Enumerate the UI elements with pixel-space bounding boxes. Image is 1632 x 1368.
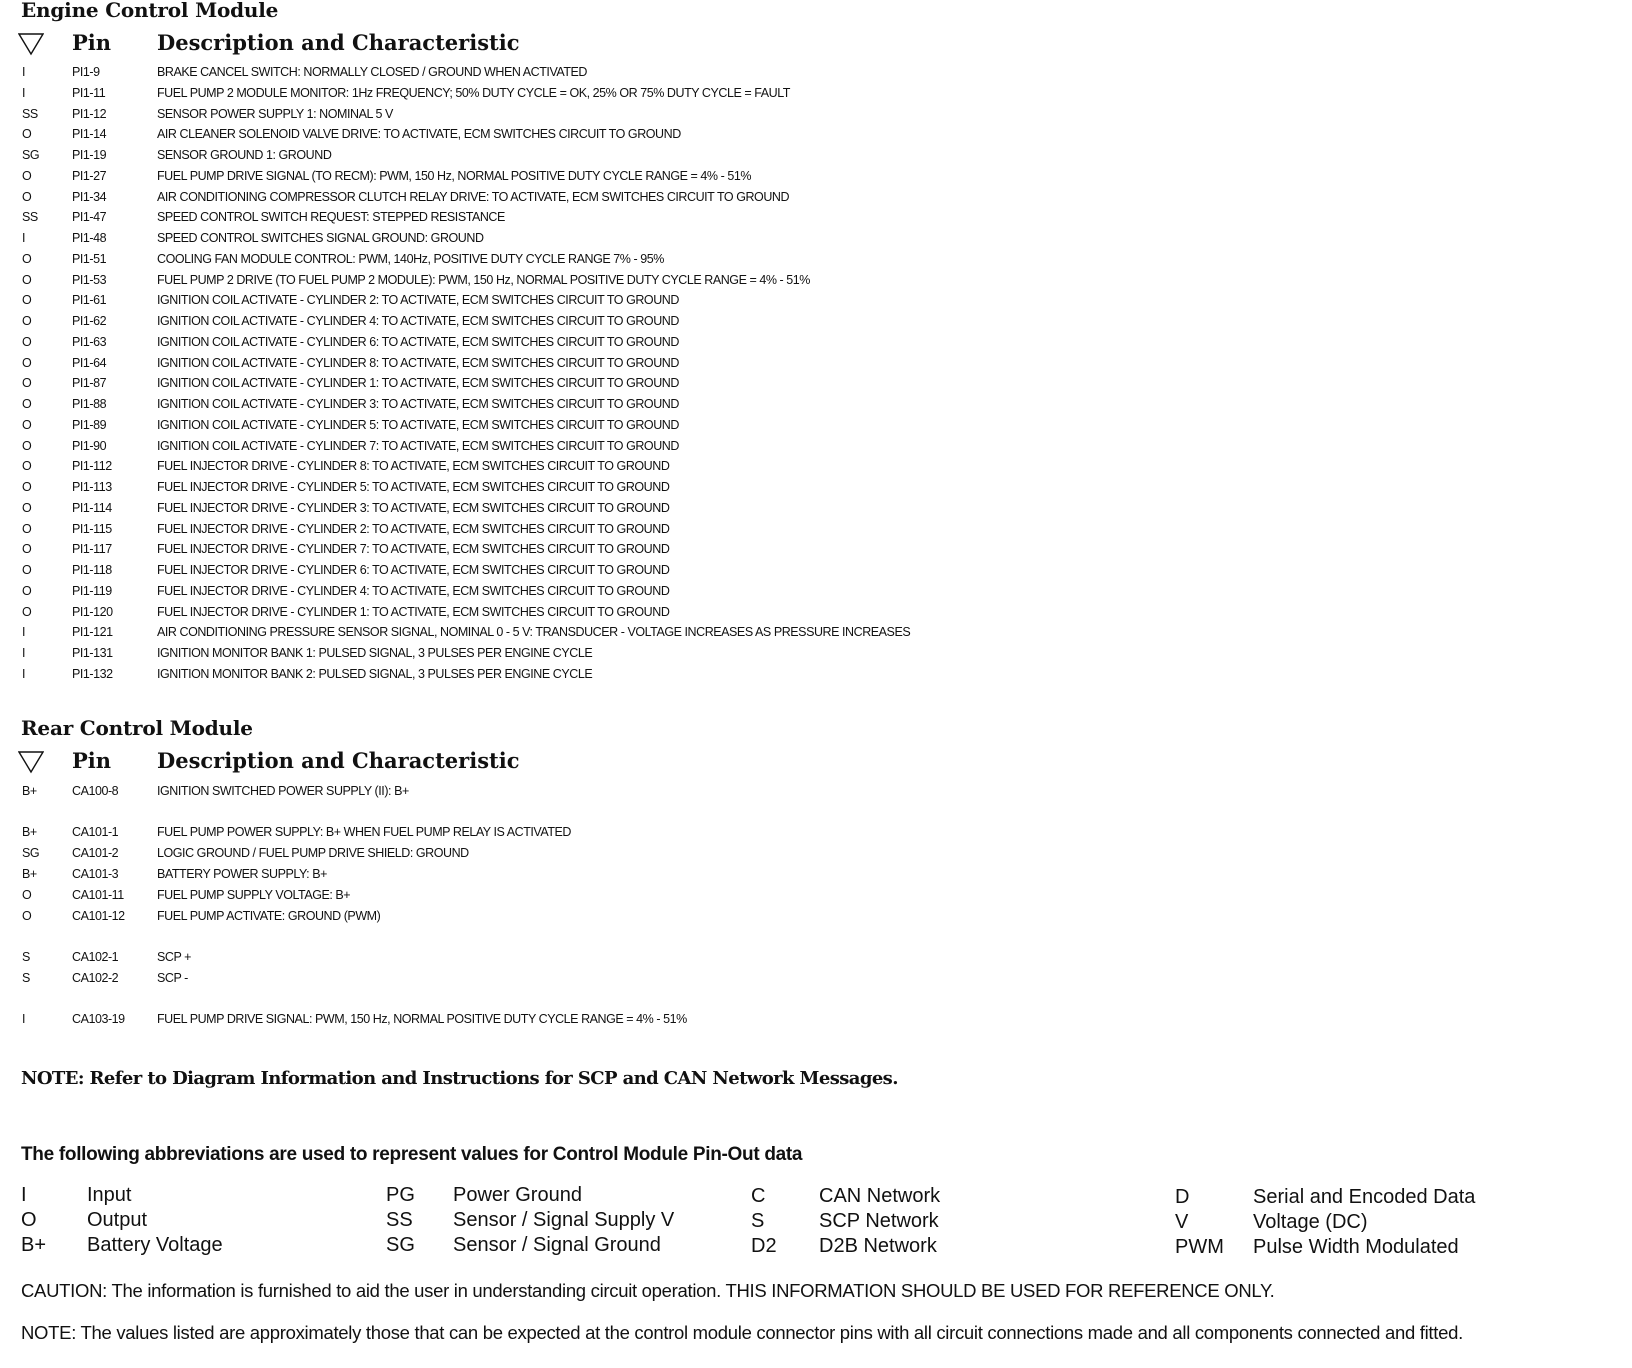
table-row bbox=[0, 519, 1632, 539]
pin-id: PI1-63 bbox=[72, 335, 107, 349]
pin-description: FUEL INJECTOR DRIVE - CYLINDER 7: TO ACTIVATE, ECM SWITCHES CIRCUIT TO GROUND bbox=[157, 542, 670, 556]
abbreviation-meaning: D2B Network bbox=[819, 1235, 937, 1257]
values-note: NOTE: The values listed are approximately those that can be expected at the control module connector pins with all circuit connections made and all components connected and fitted. bbox=[21, 1322, 1463, 1343]
table-row bbox=[0, 968, 1632, 988]
pin-type: I bbox=[22, 231, 26, 245]
pin-description: FUEL INJECTOR DRIVE - CYLINDER 1: TO ACTIVATE, ECM SWITCHES CIRCUIT TO GROUND bbox=[157, 605, 670, 619]
table-row bbox=[0, 864, 1632, 884]
table-row bbox=[0, 539, 1632, 559]
abbreviation-code: D2 bbox=[751, 1235, 777, 1257]
pin-description: IGNITION SWITCHED POWER SUPPLY (II): B+ bbox=[157, 784, 409, 798]
pin-description: FUEL INJECTOR DRIVE - CYLINDER 4: TO ACTIVATE, ECM SWITCHES CIRCUIT TO GROUND bbox=[157, 584, 670, 598]
abbreviation-code: PWM bbox=[1175, 1236, 1224, 1258]
pin-id: PI1-115 bbox=[72, 522, 112, 536]
table-row bbox=[0, 207, 1632, 227]
pin-description: AIR CLEANER SOLENOID VALVE DRIVE: TO ACTIVATE, ECM SWITCHES CIRCUIT TO GROUND bbox=[157, 127, 681, 141]
pin-type: O bbox=[22, 888, 32, 902]
pin-type: O bbox=[22, 563, 32, 577]
pin-type: O bbox=[22, 584, 32, 598]
table-row bbox=[0, 885, 1632, 905]
pin-id: CA101-3 bbox=[72, 867, 119, 881]
pin-id: PI1-113 bbox=[72, 480, 112, 494]
abbreviation-code: B+ bbox=[21, 1234, 47, 1256]
table-row bbox=[0, 83, 1632, 103]
pin-description: AIR CONDITIONING COMPRESSOR CLUTCH RELAY DRIVE: TO ACTIVATE, ECM SWITCHES CIRCUIT TO GROUND bbox=[157, 190, 790, 204]
pin-description: IGNITION COIL ACTIVATE - CYLINDER 5: TO ACTIVATE, ECM SWITCHES CIRCUIT TO GROUND bbox=[157, 418, 679, 432]
pin-column-header: Pin bbox=[72, 30, 112, 55]
table-row bbox=[0, 643, 1632, 663]
pin-id: PI1-121 bbox=[72, 625, 113, 639]
pin-description: SENSOR GROUND 1: GROUND bbox=[157, 148, 332, 162]
pin-id: PI1-118 bbox=[72, 563, 112, 577]
pin-description: SPEED CONTROL SWITCH REQUEST: STEPPED RESISTANCE bbox=[157, 210, 505, 224]
pin-id: PI1-12 bbox=[72, 107, 107, 121]
pin-id: PI1-9 bbox=[72, 65, 100, 79]
pin-id: PI1-131 bbox=[72, 646, 113, 660]
pin-type: O bbox=[22, 314, 32, 328]
pin-type: O bbox=[22, 356, 32, 370]
pin-type: B+ bbox=[22, 867, 37, 881]
pin-description: FUEL INJECTOR DRIVE - CYLINDER 8: TO ACTIVATE, ECM SWITCHES CIRCUIT TO GROUND bbox=[157, 459, 670, 473]
pin-type: O bbox=[22, 501, 32, 515]
triangle-icon bbox=[18, 750, 44, 774]
table-row bbox=[0, 249, 1632, 269]
pin-type: O bbox=[22, 273, 32, 287]
table-row bbox=[0, 145, 1632, 165]
pin-column-header: Pin bbox=[72, 748, 112, 773]
pin-description: IGNITION COIL ACTIVATE - CYLINDER 8: TO ACTIVATE, ECM SWITCHES CIRCUIT TO GROUND bbox=[157, 356, 679, 370]
abbreviation-meaning: Battery Voltage bbox=[87, 1234, 223, 1256]
table-row bbox=[0, 843, 1632, 863]
table-row bbox=[0, 166, 1632, 186]
pin-description: SCP - bbox=[157, 971, 188, 985]
triangle-icon bbox=[18, 32, 44, 56]
rear-module-title: Rear Control Module bbox=[21, 716, 253, 740]
table-row bbox=[0, 664, 1632, 684]
pin-description: FUEL PUMP 2 MODULE MONITOR: 1Hz FREQUENCY; 50% DUTY CYCLE = OK, 25% OR 75% DUTY CYCLE = FAULT bbox=[157, 86, 790, 100]
table-row bbox=[0, 498, 1632, 518]
abbreviation-code: PG bbox=[386, 1184, 415, 1206]
table-row bbox=[0, 311, 1632, 331]
pin-type: O bbox=[22, 418, 32, 432]
pin-type: S bbox=[22, 971, 30, 985]
pin-id: PI1-117 bbox=[72, 542, 112, 556]
description-column-header: Description and Characteristic bbox=[157, 30, 520, 55]
pin-type: I bbox=[22, 625, 26, 639]
pin-description: IGNITION COIL ACTIVATE - CYLINDER 3: TO ACTIVATE, ECM SWITCHES CIRCUIT TO GROUND bbox=[157, 397, 679, 411]
table-row bbox=[0, 270, 1632, 290]
abbreviation-meaning: Serial and Encoded Data bbox=[1253, 1186, 1476, 1208]
pin-type: O bbox=[22, 190, 32, 204]
table-row bbox=[0, 228, 1632, 248]
pin-description: FUEL PUMP POWER SUPPLY: B+ WHEN FUEL PUMP RELAY IS ACTIVATED bbox=[157, 825, 571, 839]
abbreviation-code: S bbox=[751, 1210, 765, 1232]
pin-id: PI1-119 bbox=[72, 584, 112, 598]
table-row bbox=[0, 62, 1632, 82]
pin-type: SG bbox=[22, 148, 40, 162]
pin-description: FUEL PUMP ACTIVATE: GROUND (PWM) bbox=[157, 909, 381, 923]
table-row bbox=[0, 104, 1632, 124]
pin-id: PI1-47 bbox=[72, 210, 107, 224]
pin-type: O bbox=[22, 542, 32, 556]
pin-type: SG bbox=[22, 846, 40, 860]
pin-description: FUEL PUMP DRIVE SIGNAL: PWM, 150 Hz, NORMAL POSITIVE DUTY CYCLE RANGE = 4% - 51% bbox=[157, 1012, 687, 1026]
pin-id: CA101-12 bbox=[72, 909, 125, 923]
abbreviation-meaning: Sensor / Signal Supply V bbox=[453, 1209, 675, 1231]
abbreviation-meaning: Voltage (DC) bbox=[1253, 1211, 1368, 1233]
pin-description: IGNITION MONITOR BANK 1: PULSED SIGNAL, 3 PULSES PER ENGINE CYCLE bbox=[157, 646, 593, 660]
pin-description: SCP + bbox=[157, 950, 191, 964]
pin-description: BATTERY POWER SUPPLY: B+ bbox=[157, 867, 327, 881]
pin-type: O bbox=[22, 522, 32, 536]
pin-description: IGNITION COIL ACTIVATE - CYLINDER 6: TO ACTIVATE, ECM SWITCHES CIRCUIT TO GROUND bbox=[157, 335, 679, 349]
table-row bbox=[0, 602, 1632, 622]
pin-description: IGNITION MONITOR BANK 2: PULSED SIGNAL, 3 PULSES PER ENGINE CYCLE bbox=[157, 667, 593, 681]
pin-id: PI1-14 bbox=[72, 127, 107, 141]
pin-type: SS bbox=[22, 107, 38, 121]
pin-type: O bbox=[22, 376, 32, 390]
table-row bbox=[0, 415, 1632, 435]
description-column-header: Description and Characteristic bbox=[157, 748, 520, 773]
abbreviations-intro: The following abbreviations are used to represent values for Control Module Pin-Out data bbox=[21, 1144, 803, 1165]
engine-table-header bbox=[18, 30, 718, 60]
table-row bbox=[0, 560, 1632, 580]
pin-description: AIR CONDITIONING PRESSURE SENSOR SIGNAL, NOMINAL 0 - 5 V: TRANSDUCER - VOLTAGE INCREASES AS PRESSURE INCREASES bbox=[157, 625, 911, 639]
abbreviation-meaning: Pulse Width Modulated bbox=[1253, 1236, 1459, 1258]
table-row bbox=[0, 353, 1632, 373]
table-row bbox=[0, 373, 1632, 393]
pin-id: PI1-62 bbox=[72, 314, 107, 328]
table-row bbox=[0, 290, 1632, 310]
pin-type: O bbox=[22, 127, 32, 141]
pin-type: O bbox=[22, 909, 32, 923]
table-row bbox=[0, 781, 1632, 801]
abbreviation-meaning: Power Ground bbox=[453, 1184, 582, 1206]
abbreviation-code: I bbox=[21, 1184, 27, 1206]
pin-type: B+ bbox=[22, 825, 37, 839]
table-row bbox=[0, 477, 1632, 497]
pin-id: CA103-19 bbox=[72, 1012, 125, 1026]
table-row bbox=[0, 124, 1632, 144]
abbreviation-code: V bbox=[1175, 1211, 1189, 1233]
pin-type: O bbox=[22, 252, 32, 266]
abbreviation-meaning: SCP Network bbox=[819, 1210, 939, 1232]
pin-id: PI1-27 bbox=[72, 169, 107, 183]
rear-table-header bbox=[18, 748, 718, 778]
pin-id: CA101-11 bbox=[72, 888, 124, 902]
network-note: NOTE: Refer to Diagram Information and Instructions for SCP and CAN Network Messages. bbox=[21, 1068, 898, 1089]
pin-description: FUEL INJECTOR DRIVE - CYLINDER 2: TO ACTIVATE, ECM SWITCHES CIRCUIT TO GROUND bbox=[157, 522, 670, 536]
abbreviation-code: D bbox=[1175, 1186, 1190, 1208]
pin-type: S bbox=[22, 950, 30, 964]
pin-id: PI1-90 bbox=[72, 439, 107, 453]
pin-description: IGNITION COIL ACTIVATE - CYLINDER 1: TO ACTIVATE, ECM SWITCHES CIRCUIT TO GROUND bbox=[157, 376, 679, 390]
table-row bbox=[0, 581, 1632, 601]
abbreviation-meaning: Input bbox=[87, 1184, 132, 1206]
pin-type: O bbox=[22, 335, 32, 349]
pin-id: CA101-1 bbox=[72, 825, 119, 839]
pin-description: FUEL INJECTOR DRIVE - CYLINDER 5: TO ACTIVATE, ECM SWITCHES CIRCUIT TO GROUND bbox=[157, 480, 670, 494]
pin-id: PI1-120 bbox=[72, 605, 113, 619]
pin-id: PI1-87 bbox=[72, 376, 107, 390]
pin-type: O bbox=[22, 293, 32, 307]
table-row bbox=[0, 332, 1632, 352]
pin-description: IGNITION COIL ACTIVATE - CYLINDER 4: TO ACTIVATE, ECM SWITCHES CIRCUIT TO GROUND bbox=[157, 314, 679, 328]
pin-type: B+ bbox=[22, 784, 37, 798]
abbreviation-code: SG bbox=[386, 1234, 415, 1256]
pin-type: I bbox=[22, 86, 26, 100]
pin-id: PI1-51 bbox=[72, 252, 107, 266]
pin-description: FUEL PUMP SUPPLY VOLTAGE: B+ bbox=[157, 888, 351, 902]
pin-id: PI1-64 bbox=[72, 356, 107, 370]
pin-id: PI1-53 bbox=[72, 273, 107, 287]
table-row bbox=[0, 436, 1632, 456]
pin-type: O bbox=[22, 605, 32, 619]
abbreviation-code: O bbox=[21, 1209, 37, 1231]
pin-id: PI1-34 bbox=[72, 190, 107, 204]
abbreviation-meaning: Output bbox=[87, 1209, 148, 1231]
pin-description: IGNITION COIL ACTIVATE - CYLINDER 7: TO ACTIVATE, ECM SWITCHES CIRCUIT TO GROUND bbox=[157, 439, 679, 453]
pin-id: PI1-11 bbox=[72, 86, 106, 100]
pin-id: CA101-2 bbox=[72, 846, 119, 860]
pin-description: FUEL PUMP DRIVE SIGNAL (TO RECM): PWM, 150 Hz, NORMAL POSITIVE DUTY CYCLE RANGE = 4% - 51% bbox=[157, 169, 752, 183]
table-row bbox=[0, 1009, 1632, 1029]
table-row bbox=[0, 906, 1632, 926]
pin-id: PI1-19 bbox=[72, 148, 107, 162]
pin-id: PI1-114 bbox=[72, 501, 112, 515]
pin-id: CA102-2 bbox=[72, 971, 119, 985]
pin-description: FUEL INJECTOR DRIVE - CYLINDER 3: TO ACTIVATE, ECM SWITCHES CIRCUIT TO GROUND bbox=[157, 501, 670, 515]
table-row bbox=[0, 822, 1632, 842]
table-row bbox=[0, 947, 1632, 967]
pin-description: FUEL PUMP 2 DRIVE (TO FUEL PUMP 2 MODULE): PWM, 150 Hz, NORMAL POSITIVE DUTY CYCLE RANGE = 4% - 51% bbox=[157, 273, 810, 287]
pin-type: I bbox=[22, 646, 26, 660]
pin-id: PI1-61 bbox=[72, 293, 107, 307]
pin-id: PI1-112 bbox=[72, 459, 112, 473]
pin-type: I bbox=[22, 667, 26, 681]
pin-type: O bbox=[22, 397, 32, 411]
pin-id: PI1-48 bbox=[72, 231, 107, 245]
pin-type: O bbox=[22, 169, 32, 183]
pin-type: O bbox=[22, 439, 32, 453]
pin-description: SPEED CONTROL SWITCHES SIGNAL GROUND: GROUND bbox=[157, 231, 484, 245]
pin-id: PI1-89 bbox=[72, 418, 107, 432]
pin-description: COOLING FAN MODULE CONTROL: PWM, 140Hz, POSITIVE DUTY CYCLE RANGE 7% - 95% bbox=[157, 252, 664, 266]
pin-id: PI1-88 bbox=[72, 397, 107, 411]
abbreviation-meaning: CAN Network bbox=[819, 1185, 941, 1207]
pin-description: BRAKE CANCEL SWITCH: NORMALLY CLOSED / GROUND WHEN ACTIVATED bbox=[157, 65, 588, 79]
pin-description: FUEL INJECTOR DRIVE - CYLINDER 6: TO ACTIVATE, ECM SWITCHES CIRCUIT TO GROUND bbox=[157, 563, 670, 577]
table-row bbox=[0, 456, 1632, 476]
pin-type: O bbox=[22, 480, 32, 494]
abbreviation-meaning: Sensor / Signal Ground bbox=[453, 1234, 661, 1256]
caution-text: CAUTION: The information is furnished to aid the user in understanding circuit operation. THIS INFORMATION SHOULD BE USED FOR REFERENCE ONLY. bbox=[21, 1280, 1275, 1301]
engine-module-title: Engine Control Module bbox=[21, 0, 279, 22]
abbreviation-code: SS bbox=[386, 1209, 413, 1231]
table-row bbox=[0, 622, 1632, 642]
pin-id: PI1-132 bbox=[72, 667, 113, 681]
pin-description: IGNITION COIL ACTIVATE - CYLINDER 2: TO ACTIVATE, ECM SWITCHES CIRCUIT TO GROUND bbox=[157, 293, 679, 307]
pin-id: CA100-8 bbox=[72, 784, 119, 798]
pin-type: SS bbox=[22, 210, 38, 224]
abbreviation-code: C bbox=[751, 1185, 766, 1207]
pin-id: CA102-1 bbox=[72, 950, 119, 964]
pin-description: LOGIC GROUND / FUEL PUMP DRIVE SHIELD: GROUND bbox=[157, 846, 469, 860]
pin-type: I bbox=[22, 65, 26, 79]
pin-type: O bbox=[22, 459, 32, 473]
pin-description: SENSOR POWER SUPPLY 1: NOMINAL 5 V bbox=[157, 107, 393, 121]
table-row bbox=[0, 187, 1632, 207]
table-row bbox=[0, 394, 1632, 414]
pin-type: I bbox=[22, 1012, 26, 1026]
